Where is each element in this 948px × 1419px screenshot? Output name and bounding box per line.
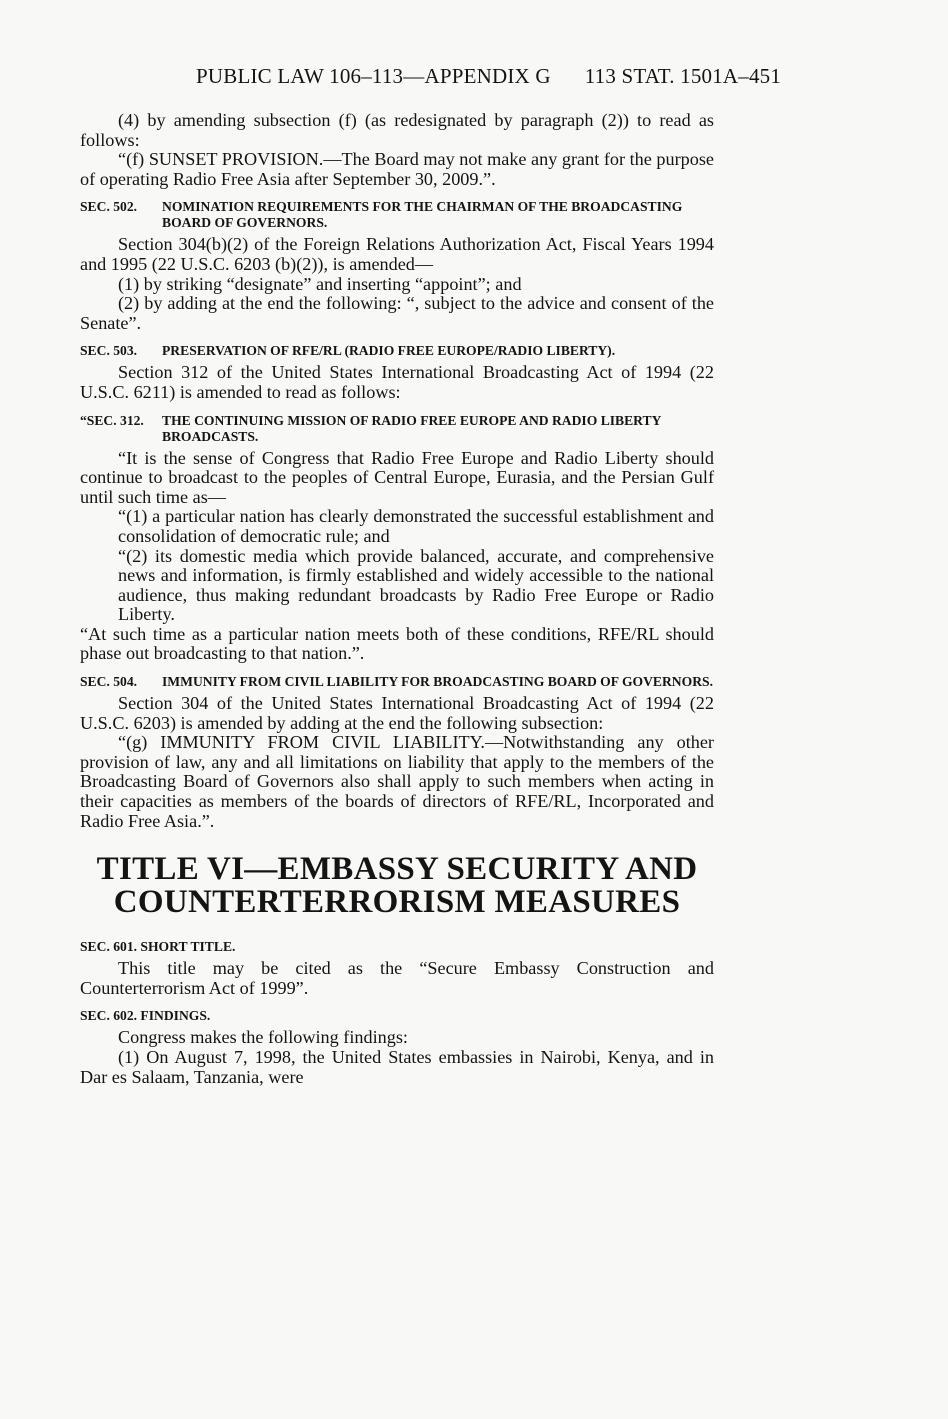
paragraph: This title may be cited as the “Secure Embassy Construction and Counterterrorism Act of 1999”. (80, 958, 714, 998)
header-left: PUBLIC LAW 106–113—APPENDIX G (196, 64, 551, 88)
section-number: SEC. 502. (80, 199, 138, 215)
list-item-text: “(2) its domestic media which provide balanced, accurate, and comprehensive news and information, is firmly established and widely accessible to the national audience, thus making redundant broadcasts by Radio Free Europe or Radio Liberty. (118, 545, 714, 625)
section-title: NOMINATION REQUIREMENTS FOR THE CHAIRMAN OF THE BROADCASTING BOARD OF GOVERNORS. (162, 199, 683, 231)
section-heading-601: SEC. 601. SHORT TITLE. (80, 939, 236, 955)
paragraph: Congress makes the following findings: (118, 1027, 408, 1048)
list-item: (1) by striking “designate” and inserting “appoint”; and (118, 273, 522, 294)
immunity-subsection: “(g) IMMUNITY FROM CIVIL LIABILITY.—Notwithstanding any other provision of law, any and all limitations on liability that apply to the members of the Broadcasting Board of Governors also shall apply to such members when acting in their capacities as members of the boards of directors of RFE/RL, Incorporated and Radio Free Asia.”. (80, 732, 714, 831)
section-title: IMMUNITY FROM CIVIL LIABILITY FOR BROADCASTING BOARD OF GOVERNORS. (162, 674, 713, 690)
paragraph: “At such time as a particular nation meets both of these conditions, RFE/RL should phase out broadcasting to that nation.”. (80, 623, 714, 664)
list-item (80, 547, 714, 625)
section-heading-602: SEC. 602. FINDINGS. (80, 1008, 211, 1024)
section-heading-503 (80, 343, 714, 359)
inserted-section-heading-312 (80, 413, 714, 445)
paragraph: Section 312 of the United States International Broadcasting Act of 1994 (22 U.S.C. 6211) is amended to read as follows: (80, 362, 714, 402)
title-line-2: COUNTERTERRORISM MEASURES (113, 884, 681, 921)
section-number: SEC. 503. (80, 343, 138, 359)
section-number: SEC. 504. (80, 674, 138, 690)
paragraph: (4) by amending subsection (f) (as redesignated by paragraph (2)) to read as follows: (80, 110, 714, 150)
section-title: PRESERVATION OF RFE/RL (RADIO FREE EUROPE/RADIO LIBERTY). (162, 343, 616, 359)
list-item: (1) On August 7, 1998, the United States embassies in Nairobi, Kenya, and in Dar es Salaam, Tanzania, were (80, 1047, 714, 1087)
list-item-text: “(1) a particular nation has clearly demonstrated the successful establishment and consolidation of democratic rule; and (118, 506, 714, 546)
document-body (80, 111, 714, 1087)
paragraph: Section 304 of the United States International Broadcasting Act of 1994 (22 U.S.C. 6203) is amended by adding at the end the following subsection: (80, 693, 714, 733)
list-item (80, 507, 714, 546)
title-line-1: TITLE VI—EMBASSY SECURITY AND (96, 851, 698, 888)
title-vi-heading (80, 853, 714, 919)
section-title: THE CONTINUING MISSION OF RADIO FREE EUROPE AND RADIO LIBERTY BROADCASTS. (162, 412, 661, 444)
list-item: (2) by adding at the end the following: “, subject to the advice and consent of the Senate”. (80, 293, 714, 333)
paragraph: Section 304(b)(2) of the Foreign Relations Authorization Act, Fiscal Years 1994 and 1995 (22 U.S.C. 6203 (b)(2)), is amended— (80, 234, 714, 274)
section-heading-502 (80, 199, 714, 231)
section-number: “SEC. 312. (80, 412, 144, 428)
running-header (196, 64, 781, 89)
sunset-provision: “(f) SUNSET PROVISION.—The Board may not make any grant for the purpose of operating Radio Free Asia after September 30, 2009.”. (80, 149, 714, 189)
paragraph: “It is the sense of Congress that Radio Free Europe and Radio Liberty should continue to broadcast to the peoples of Central Europe, Eurasia, and the Persian Gulf until such time as— (80, 447, 714, 507)
header-right: 113 STAT. 1501A–451 (584, 64, 782, 88)
section-heading-504 (80, 674, 714, 690)
